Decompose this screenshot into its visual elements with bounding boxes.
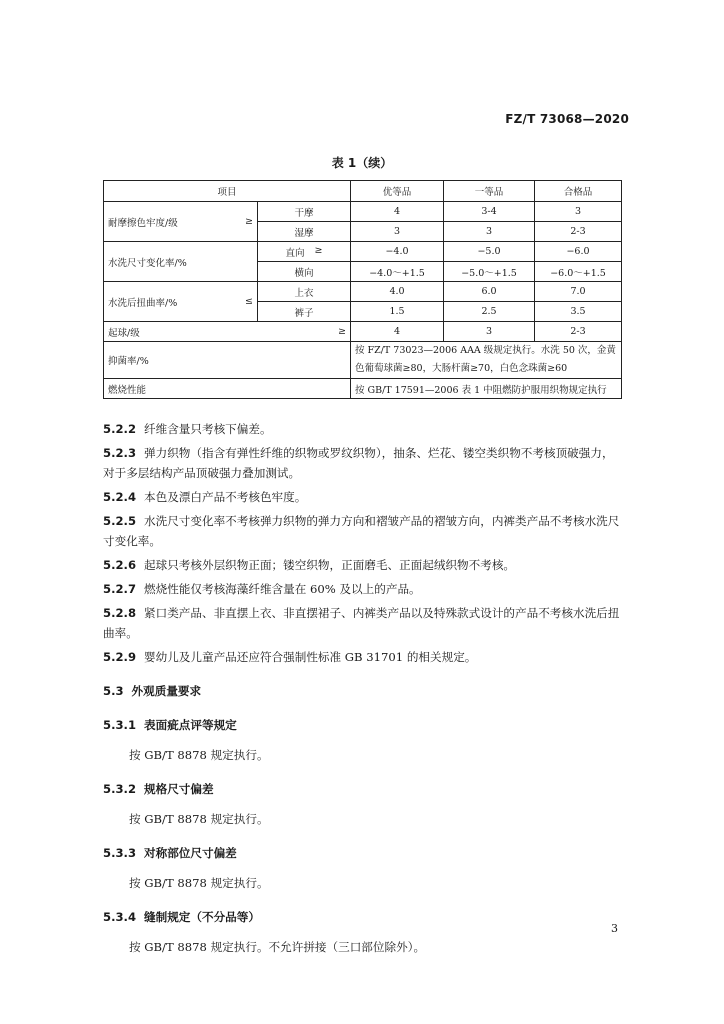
table-row [104,202,622,222]
cell-value: 2-3 [535,322,622,342]
cell-value: 4.0 [351,282,444,302]
clause: 5.2.8 紧口类产品、非直摆上衣、非直摆裙子、内裤类产品以及特殊款式设计的产品不考核水洗后扭曲率。 [103,606,620,640]
subsection-heading: 5.3.1 表面疵点评等规定 [103,718,237,732]
sublabel: 直向 ≥ [258,242,351,262]
cell-value: 6.0 [444,282,535,302]
standard-code: FZ/T 73068—2020 [505,112,629,126]
row-label-wash-twist: 水洗后扭曲率/% ≤ [104,282,258,322]
sublabel: 湿摩 [258,222,351,242]
antibacterial-requirement: 按 FZ/T 73023—2006 AAA 级规定执行。水洗 50 次，金黄 色葡萄球菌≥80，大肠杆菌≥70，白色念珠菌≥60 [351,342,622,379]
cell-value: −6.0～+1.5 [535,262,622,282]
cell-value: 3 [444,222,535,242]
subsection-text: 按 GB/T 8878 规定执行。不允许拼接（三口部位除外）。 [129,940,426,954]
cell-value: 3 [351,222,444,242]
sublabel: 横向 [258,262,351,282]
section-heading: 5.3 外观质量要求 [103,684,202,698]
sublabel: 上衣 [258,282,351,302]
clause-body [103,419,623,961]
row-label-pilling: 起球/级 ≥ [104,322,351,342]
subsection-text: 按 GB/T 8878 规定执行。 [129,876,269,890]
clause: 5.2.6 起球只考核外层织物正面；镂空织物，正面磨毛、正面起绒织物不考核。 [103,558,516,572]
page-number: 3 [611,922,618,935]
header-grade-first: 一等品 [444,181,535,202]
header-item: 项目 [104,181,351,202]
header-grade-superior: 优等品 [351,181,444,202]
table-row [104,282,622,302]
clause: 5.2.7 燃烧性能仅考核海藻纤维含量在 60% 及以上的产品。 [103,582,421,596]
sublabel: 裤子 [258,302,351,322]
sublabel: 干摩 [258,202,351,222]
cell-value: 3.5 [535,302,622,322]
table-row [104,342,622,379]
row-label-abrasion: 耐摩擦色牢度/级 ≥ [104,202,258,242]
row-label-antibacterial: 抑菌率/% [104,342,351,379]
clause: 5.2.5 水洗尺寸变化率不考核弹力织物的弹力方向和褶皱产品的褶皱方向，内裤类产品不考核水洗尺寸变化率。 [103,514,620,548]
cell-value: 3-4 [444,202,535,222]
table-title: 表 1（续） [331,156,393,170]
clause: 5.2.9 婴幼儿及儿童产品还应符合强制性标准 GB 31701 的相关规定。 [103,650,477,664]
clause: 5.2.4 本色及漂白产品不考核色牢度。 [103,490,307,504]
subsection-text: 按 GB/T 8878 规定执行。 [129,748,269,762]
subsection-heading: 5.3.3 对称部位尺寸偏差 [103,846,237,860]
table-header-row [104,181,622,202]
subsection-text: 按 GB/T 8878 规定执行。 [129,812,269,826]
cell-value: −6.0 [535,242,622,262]
row-label-wash-dimension: 水洗尺寸变化率/% [104,242,258,282]
header-grade-qualified: 合格品 [535,181,622,202]
cell-value: 1.5 [351,302,444,322]
clause: 5.2.3 弹力织物（指含有弹性纤维的织物或罗纹织物），抽条、烂花、镂空类织物不考核顶破强力，对于多层结构产品顶破强力叠加测试。 [103,446,614,480]
cell-value: 2.5 [444,302,535,322]
row-label-burning: 燃烧性能 [104,379,351,399]
cell-value: 3 [535,202,622,222]
subsection-heading: 5.3.2 规格尺寸偏差 [103,782,214,796]
table-row [104,242,622,262]
clause: 5.2.2 纤维含量只考核下偏差。 [103,422,272,436]
cell-value: 2-3 [535,222,622,242]
cell-value: −5.0～+1.5 [444,262,535,282]
spec-table [103,180,622,399]
cell-value: 3 [444,322,535,342]
cell-value: 4 [351,322,444,342]
table-row [104,322,622,342]
table-row [104,379,622,399]
cell-value: 4 [351,202,444,222]
burning-requirement: 按 GB/T 17591—2006 表 1 中阻燃防护服用织物规定执行 [351,379,622,399]
cell-value: 7.0 [535,282,622,302]
cell-value: −5.0 [444,242,535,262]
cell-value: −4.0 [351,242,444,262]
cell-value: −4.0～+1.5 [351,262,444,282]
subsection-heading: 5.3.4 缝制规定（不分品等） [103,910,260,924]
